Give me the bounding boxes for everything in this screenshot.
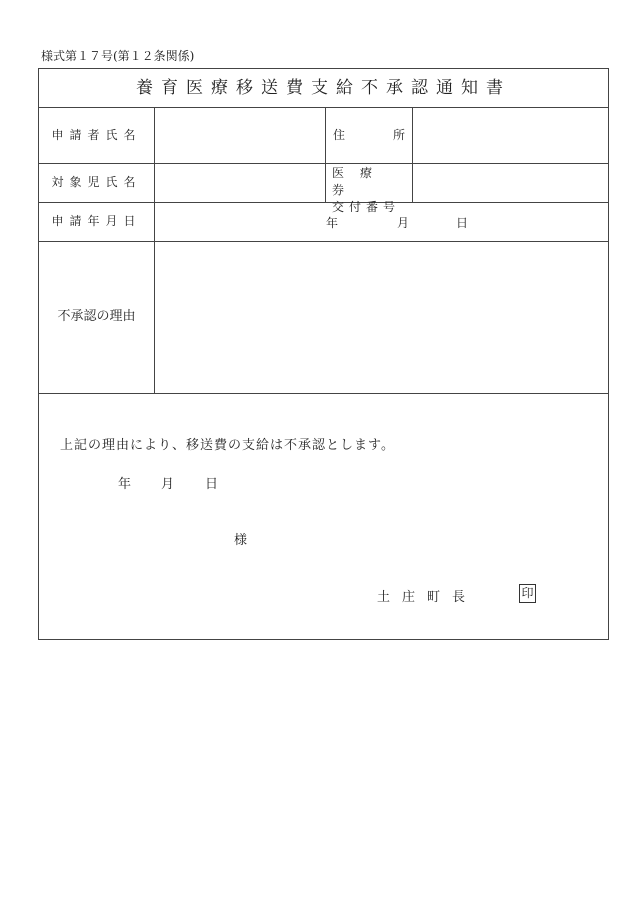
address-label-first: 住 [333,128,346,142]
ticket-number-field[interactable] [413,164,608,202]
application-date-month: 月 [397,216,410,230]
notice-date-year: 年 [118,477,132,492]
child-name-label: 対象児氏名 [51,175,142,189]
recipient-honorific: 様 [234,533,248,548]
ticket-label-line2: 交付番号 [332,200,401,214]
notice-form [38,68,609,640]
address-label-second: 所 [392,128,405,142]
address-label [333,107,405,163]
notice-statement: 上記の理由により、移送費の支給は不承認とします。 [60,438,395,453]
application-date-year: 年 [326,216,339,230]
reason-label: 不承認の理由 [57,309,136,324]
application-date-day: 日 [456,216,469,230]
ticket-label-line1: 医療券 [332,166,389,197]
applicant-name-label: 申請者氏名 [51,128,142,142]
child-name-field[interactable] [155,164,325,202]
rule-under-reason [39,393,608,394]
notice-date-month: 月 [161,477,175,492]
form-number: 様式第１７号(第１２条関係) [41,49,195,63]
application-date-label: 申請年月日 [51,214,142,228]
applicant-name-field[interactable] [155,108,325,163]
ticket-number-label [332,165,408,216]
official-seal: 印 [519,584,536,603]
address-field[interactable] [413,108,608,163]
issuer-name: 土庄町長 [377,590,478,605]
notice-date-day: 日 [205,477,219,492]
reason-field[interactable] [155,242,608,393]
middle-divider [325,107,326,202]
form-title: 養育医療移送費支給不承認通知書 [136,78,511,98]
